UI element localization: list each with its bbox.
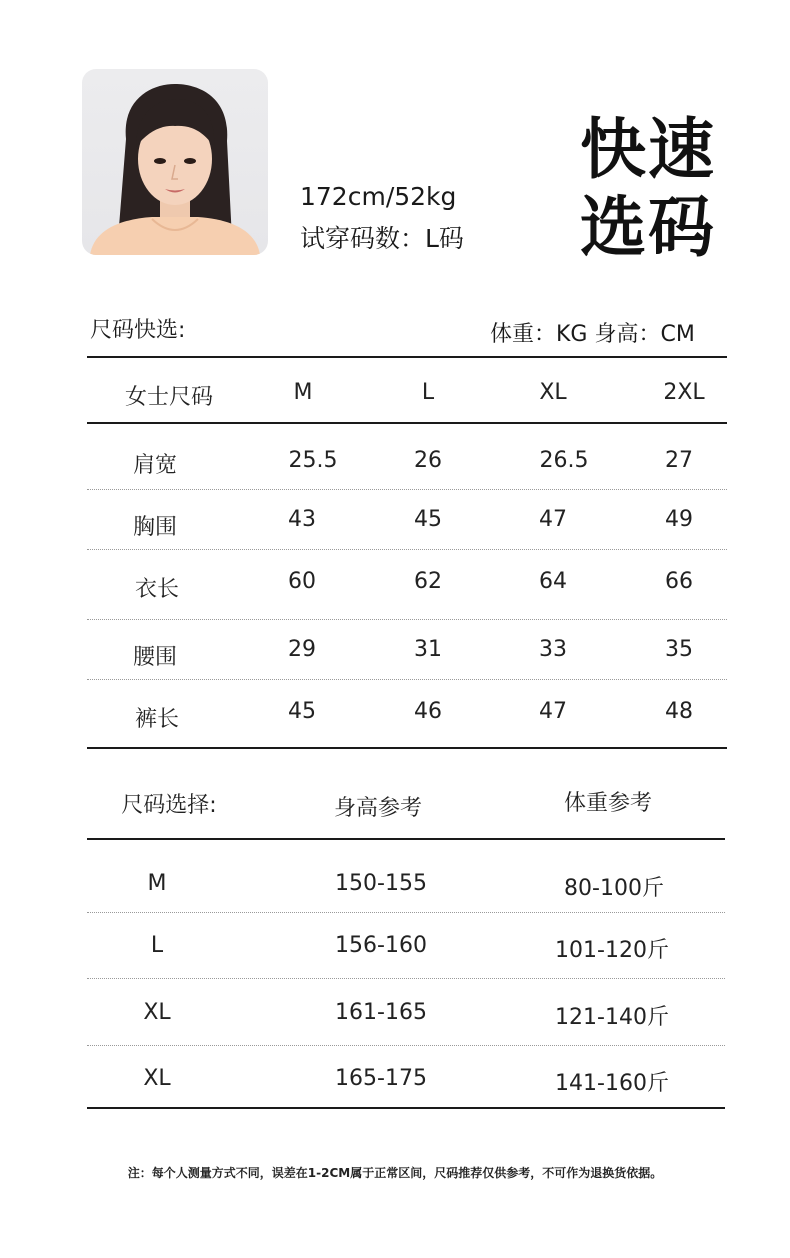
table-cell: 43 [288, 507, 316, 532]
header-cell: L [421, 380, 435, 405]
header-cell: 尺码选择: [121, 793, 217, 818]
model-photo [82, 69, 268, 255]
table-cell: 150-155 [335, 871, 427, 896]
row-divider [87, 679, 727, 680]
table-cell: 48 [665, 699, 693, 724]
header-cell: 2XL [663, 380, 705, 405]
units-label: 体重：KG 身高：CM [490, 322, 695, 347]
row-divider [87, 1045, 725, 1046]
table-cell: 33 [539, 637, 567, 662]
row-label: XL [143, 1066, 171, 1091]
table-cell: 161-165 [335, 1000, 427, 1025]
row-divider [87, 549, 727, 550]
table-cell: 64 [539, 569, 567, 594]
table-cell: 156-160 [335, 933, 427, 958]
model-stats: 172cm/52kg [300, 182, 457, 211]
row-divider [87, 619, 727, 620]
table-cell: 165-175 [335, 1066, 427, 1091]
table-cell: 47 [539, 507, 567, 532]
quick-select-label: 尺码快选: [90, 318, 186, 343]
table-cell: 45 [288, 699, 316, 724]
table-cell: 35 [665, 637, 693, 662]
row-divider [87, 978, 725, 979]
title-line-2: 选码 [580, 189, 716, 266]
table-cell: 60 [288, 569, 316, 594]
table-cell: 27 [665, 448, 693, 473]
table-bottom-rule [87, 747, 727, 749]
row-label: 肩宽 [132, 453, 178, 478]
row-label: 腰围 [132, 645, 178, 670]
row-label: L [150, 933, 164, 958]
row-label: 衣长 [134, 577, 180, 602]
header-cell: 女士尺码 [124, 385, 214, 410]
disclaimer-note: 注：每个人测量方式不同，误差在1-2CM属于正常区间，尺码推荐仅供参考，不可作为退换货依据。 [127, 1166, 663, 1180]
header-rule [87, 422, 727, 424]
table-cell: 121-140斤 [555, 1005, 669, 1030]
table-cell: 49 [665, 507, 693, 532]
choice-header-rule [87, 838, 725, 840]
table-cell: 45 [414, 507, 442, 532]
table-cell: 29 [288, 637, 316, 662]
table-cell: 80-100斤 [564, 876, 664, 901]
row-label: 裤长 [134, 707, 180, 732]
table-cell: 31 [414, 637, 442, 662]
table-cell: 25.5 [288, 448, 338, 473]
header-cell: XL [539, 380, 567, 405]
row-divider [87, 489, 727, 490]
row-label: 胸围 [132, 515, 178, 540]
title-line-1: 快速 [580, 111, 716, 188]
table-cell: 26 [414, 448, 442, 473]
table-cell: 101-120斤 [555, 938, 669, 963]
model-size-tried: 试穿码数：L码 [300, 224, 464, 253]
table-cell: 62 [414, 569, 442, 594]
choice-bottom-rule [87, 1107, 725, 1109]
table-cell: 47 [539, 699, 567, 724]
table-cell: 26.5 [539, 448, 589, 473]
row-label: XL [143, 1000, 171, 1025]
table-cell: 66 [665, 569, 693, 594]
table-top-rule [87, 356, 727, 358]
row-label: M [147, 871, 167, 896]
table-cell: 46 [414, 699, 442, 724]
header-cell: 体重参考 [563, 791, 653, 816]
header-cell: M [293, 380, 313, 405]
table-cell: 141-160斤 [555, 1071, 669, 1096]
row-divider [87, 912, 725, 913]
header-cell: 身高参考 [333, 796, 423, 821]
